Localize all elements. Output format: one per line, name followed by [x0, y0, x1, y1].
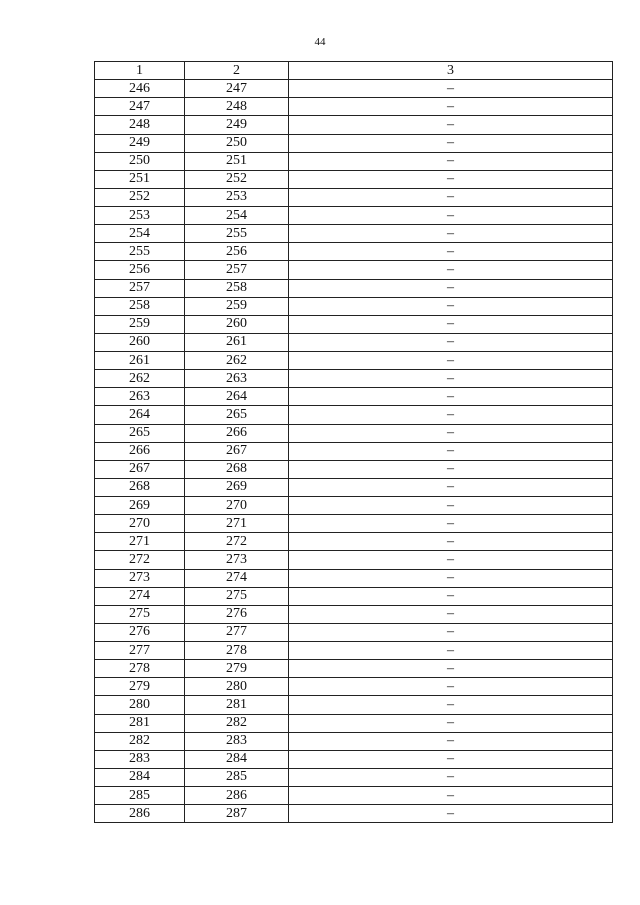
- table-cell-col-3: –: [289, 188, 613, 206]
- table-cell-col-3: –: [289, 678, 613, 696]
- table-row: [95, 642, 613, 660]
- table-row: [95, 225, 613, 243]
- table-cell-col-1: 280: [95, 696, 185, 714]
- table-header-row: [95, 62, 613, 80]
- table-cell-col-1: 272: [95, 551, 185, 569]
- table-cell-col-2: 261: [185, 333, 289, 351]
- table-cell-col-1: 253: [95, 207, 185, 225]
- table-cell-col-2: 265: [185, 406, 289, 424]
- table-cell-col-2: 284: [185, 750, 289, 768]
- table-cell-col-2: 283: [185, 732, 289, 750]
- table-cell-col-3: –: [289, 478, 613, 496]
- table-cell-col-1: 283: [95, 750, 185, 768]
- table-cell-col-1: 250: [95, 152, 185, 170]
- table-cell-col-2: 282: [185, 714, 289, 732]
- table-cell-col-1: 268: [95, 478, 185, 496]
- table-row: [95, 261, 613, 279]
- table-cell-col-1: 267: [95, 460, 185, 478]
- table-cell-col-2: 249: [185, 116, 289, 134]
- table-cell-col-3: –: [289, 442, 613, 460]
- table-cell-col-2: 273: [185, 551, 289, 569]
- table-cell-col-2: 263: [185, 370, 289, 388]
- table-cell-col-3: –: [289, 605, 613, 623]
- table-row: [95, 297, 613, 315]
- table-cell-col-1: 247: [95, 98, 185, 116]
- table-cell-col-1: 262: [95, 370, 185, 388]
- table-row: [95, 696, 613, 714]
- table-cell-col-3: –: [289, 787, 613, 805]
- table-cell-col-1: 277: [95, 642, 185, 660]
- table-cell-col-1: 264: [95, 406, 185, 424]
- table-row: [95, 406, 613, 424]
- table-cell-col-2: 279: [185, 660, 289, 678]
- table-cell-col-3: –: [289, 497, 613, 515]
- table-cell-col-3: –: [289, 207, 613, 225]
- table-cell-col-2: 252: [185, 170, 289, 188]
- table-cell-col-3: –: [289, 714, 613, 732]
- table-row: [95, 352, 613, 370]
- table-cell-col-1: 271: [95, 533, 185, 551]
- table-row: [95, 750, 613, 768]
- table-cell-col-1: 276: [95, 623, 185, 641]
- table-row: [95, 551, 613, 569]
- table-cell-col-3: –: [289, 533, 613, 551]
- table-cell-col-2: 277: [185, 623, 289, 641]
- table-row: [95, 478, 613, 496]
- table-cell-col-3: –: [289, 768, 613, 786]
- table-cell-col-1: 254: [95, 225, 185, 243]
- table-cell-col-1: 281: [95, 714, 185, 732]
- table-cell-col-3: –: [289, 134, 613, 152]
- table-cell-col-1: 265: [95, 424, 185, 442]
- table-row: [95, 768, 613, 786]
- table-row: [95, 170, 613, 188]
- column-header-3: 3: [289, 62, 613, 80]
- table-cell-col-1: 263: [95, 388, 185, 406]
- table-cell-col-3: –: [289, 732, 613, 750]
- table-row: [95, 515, 613, 533]
- table-cell-col-3: –: [289, 805, 613, 823]
- table-row: [95, 623, 613, 641]
- table-cell-col-1: 256: [95, 261, 185, 279]
- table-cell-col-3: –: [289, 569, 613, 587]
- table-cell-col-2: 253: [185, 188, 289, 206]
- table-cell-col-1: 274: [95, 587, 185, 605]
- table-cell-col-1: 285: [95, 787, 185, 805]
- table-cell-col-2: 286: [185, 787, 289, 805]
- table-row: [95, 714, 613, 732]
- table-cell-col-1: 282: [95, 732, 185, 750]
- table-cell-col-3: –: [289, 152, 613, 170]
- table-cell-col-2: 266: [185, 424, 289, 442]
- table-cell-col-2: 262: [185, 352, 289, 370]
- table-cell-col-3: –: [289, 515, 613, 533]
- table-cell-col-2: 259: [185, 297, 289, 315]
- table-row: [95, 678, 613, 696]
- table-cell-col-1: 284: [95, 768, 185, 786]
- table-row: [95, 98, 613, 116]
- table-cell-col-2: 275: [185, 587, 289, 605]
- table-cell-col-3: –: [289, 243, 613, 261]
- table-cell-col-1: 279: [95, 678, 185, 696]
- table-cell-col-1: 260: [95, 333, 185, 351]
- table-row: [95, 497, 613, 515]
- table-cell-col-1: 258: [95, 297, 185, 315]
- table-row: [95, 587, 613, 605]
- table-cell-col-2: 280: [185, 678, 289, 696]
- table-cell-col-3: –: [289, 623, 613, 641]
- table-cell-col-1: 257: [95, 279, 185, 297]
- data-table: [94, 61, 613, 823]
- table-cell-col-2: 247: [185, 80, 289, 98]
- table-cell-col-3: –: [289, 98, 613, 116]
- table-cell-col-1: 275: [95, 605, 185, 623]
- table-row: [95, 732, 613, 750]
- table-cell-col-3: –: [289, 660, 613, 678]
- table-cell-col-2: 250: [185, 134, 289, 152]
- table-cell-col-3: –: [289, 642, 613, 660]
- table-cell-col-2: 268: [185, 460, 289, 478]
- table-cell-col-2: 251: [185, 152, 289, 170]
- table-row: [95, 787, 613, 805]
- table-cell-col-3: –: [289, 551, 613, 569]
- table-row: [95, 315, 613, 333]
- table-row: [95, 442, 613, 460]
- table-cell-col-2: 267: [185, 442, 289, 460]
- table-cell-col-3: –: [289, 80, 613, 98]
- table-cell-col-2: 254: [185, 207, 289, 225]
- table-cell-col-2: 248: [185, 98, 289, 116]
- table-cell-col-2: 260: [185, 315, 289, 333]
- table-cell-col-2: 256: [185, 243, 289, 261]
- table-cell-col-3: –: [289, 370, 613, 388]
- table-row: [95, 243, 613, 261]
- table-row: [95, 279, 613, 297]
- table-row: [95, 333, 613, 351]
- table-cell-col-3: –: [289, 170, 613, 188]
- table-cell-col-3: –: [289, 297, 613, 315]
- table-cell-col-1: 266: [95, 442, 185, 460]
- table-cell-col-2: 281: [185, 696, 289, 714]
- table-row: [95, 134, 613, 152]
- table-cell-col-2: 257: [185, 261, 289, 279]
- table-cell-col-1: 259: [95, 315, 185, 333]
- table-cell-col-3: –: [289, 225, 613, 243]
- table-row: [95, 569, 613, 587]
- table-cell-col-1: 273: [95, 569, 185, 587]
- table-cell-col-2: 272: [185, 533, 289, 551]
- column-header-2: 2: [185, 62, 289, 80]
- table-row: [95, 370, 613, 388]
- table-cell-col-2: 271: [185, 515, 289, 533]
- table-cell-col-3: –: [289, 750, 613, 768]
- table-row: [95, 152, 613, 170]
- table-row: [95, 388, 613, 406]
- table-cell-col-1: 286: [95, 805, 185, 823]
- column-header-1: 1: [95, 62, 185, 80]
- table-cell-col-3: –: [289, 424, 613, 442]
- table-cell-col-2: 264: [185, 388, 289, 406]
- table-row: [95, 660, 613, 678]
- table-cell-col-3: –: [289, 261, 613, 279]
- table-cell-col-3: –: [289, 460, 613, 478]
- table-cell-col-2: 270: [185, 497, 289, 515]
- table-cell-col-3: –: [289, 333, 613, 351]
- table-cell-col-1: 249: [95, 134, 185, 152]
- table-cell-col-2: 278: [185, 642, 289, 660]
- table-row: [95, 805, 613, 823]
- table-cell-col-1: 269: [95, 497, 185, 515]
- table-row: [95, 116, 613, 134]
- table-row: [95, 605, 613, 623]
- table-cell-col-3: –: [289, 388, 613, 406]
- table-row: [95, 188, 613, 206]
- table-row: [95, 207, 613, 225]
- table-cell-col-3: –: [289, 696, 613, 714]
- page-number: 44: [314, 36, 326, 48]
- table-row: [95, 533, 613, 551]
- table-cell-col-2: 258: [185, 279, 289, 297]
- table-row: [95, 424, 613, 442]
- table-cell-col-1: 251: [95, 170, 185, 188]
- table-cell-col-2: 269: [185, 478, 289, 496]
- table-cell-col-3: –: [289, 315, 613, 333]
- table-cell-col-1: 252: [95, 188, 185, 206]
- table-cell-col-1: 255: [95, 243, 185, 261]
- table-cell-col-2: 287: [185, 805, 289, 823]
- table-cell-col-1: 261: [95, 352, 185, 370]
- table-cell-col-1: 246: [95, 80, 185, 98]
- table-cell-col-1: 278: [95, 660, 185, 678]
- table-row: [95, 460, 613, 478]
- table-row: [95, 80, 613, 98]
- table-cell-col-3: –: [289, 406, 613, 424]
- table-cell-col-3: –: [289, 116, 613, 134]
- table-cell-col-3: –: [289, 279, 613, 297]
- table-cell-col-3: –: [289, 352, 613, 370]
- table-cell-col-1: 248: [95, 116, 185, 134]
- table-body: [95, 80, 613, 823]
- table-cell-col-1: 270: [95, 515, 185, 533]
- table-cell-col-2: 285: [185, 768, 289, 786]
- table-cell-col-2: 274: [185, 569, 289, 587]
- table-cell-col-3: –: [289, 587, 613, 605]
- table-cell-col-2: 276: [185, 605, 289, 623]
- table-cell-col-2: 255: [185, 225, 289, 243]
